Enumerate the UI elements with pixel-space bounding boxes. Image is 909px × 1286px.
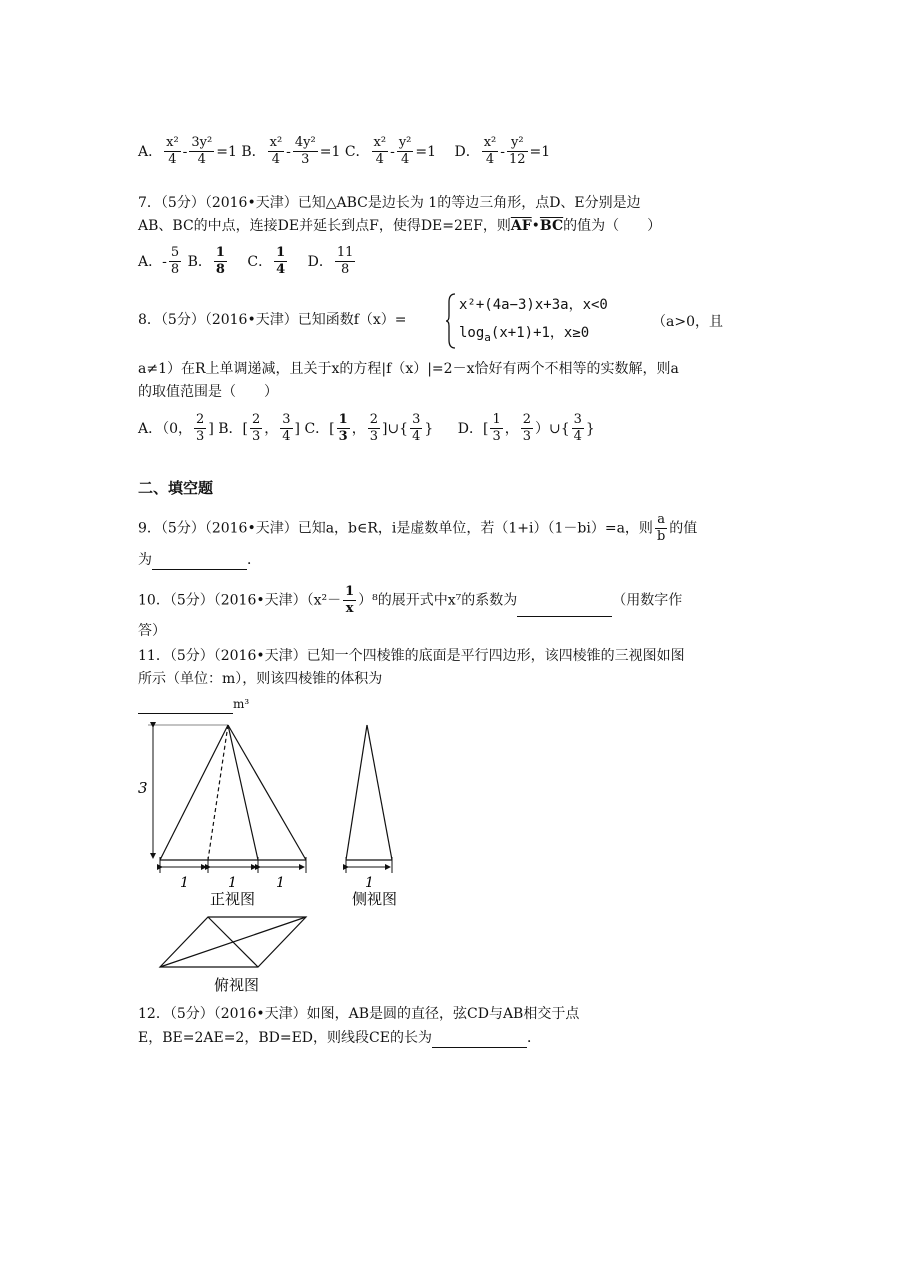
front-dim-3: 1 [276, 875, 285, 891]
q8-case1: x²+(4a−3)x+3a，x<0 [459, 297, 608, 313]
q6-option-a: A． $\frac{\text{x²}}{4}$ - $\frac{\text{3y²}}{4}$ =1 [138, 135, 237, 167]
three-view-figure [0, 705, 909, 1005]
q10-line2: 答） [138, 623, 166, 639]
height-dimension [148, 725, 228, 858]
top-view [160, 917, 306, 967]
q8-options [138, 412, 595, 445]
front-view-caption: 正视图 [210, 890, 256, 908]
q9-line2: 为 ． [138, 552, 261, 568]
q7-option-c: C． $\frac{1}{4}$ [247, 245, 286, 277]
q7-option-d: D． $\frac{11}{8}$ [307, 245, 354, 277]
q7-option-a: A．- $\frac{5}{8}$ [138, 245, 180, 277]
top-view-caption: 俯视图 [214, 976, 260, 994]
q8-option-c: C．[ $\frac{1}{3}$ ， $\frac{2}{3}$ ]∪{ $\frac{3}{4}$ } [304, 412, 434, 444]
q8-line1: 8．（5分）（2016•天津）已知函数f（x）= [138, 312, 407, 328]
front-dim-2: 1 [228, 875, 237, 891]
q7-option-b: B． $\frac{1}{8}$ [187, 245, 225, 277]
q6-option-c: C． $\frac{\text{x²}}{4}$ - $\frac{\text{y²}}{4}$ =1 [344, 135, 437, 167]
q8-line2: a≠1）在R上单调递减，且关于x的方程|f（x）|=2－x恰好有两个不相等的实数解，则a [138, 361, 679, 377]
q6-option-b: B． $\frac{\text{x²}}{4}$ - $\frac{\text{4y²}}{3}$ =1 [241, 135, 341, 167]
q7-line1: 7．（5分）（2016•天津）已知△ABC是边长为 1的等边三角形，点D、E分别是边 [138, 195, 641, 211]
q7-line2: AB、BC的中点，连接DE并延长到点F，使得DE=2EF，则$\overline{AF}•\overline{BC}$的值为（ ） [138, 218, 662, 234]
vector-af: $\overline{AF}$ [510, 218, 532, 234]
answer-blank[interactable] [517, 602, 612, 617]
q8-line3: 的取值范围是（ ） [138, 384, 278, 400]
q11-line3: m³ [138, 694, 249, 714]
q12-line1: 12．（5分）（2016•天津）如图，AB是圆的直径，弦CD与AB相交于点 [138, 1006, 580, 1022]
side-dim: 1 [365, 875, 374, 891]
q8-case2: $\log_a(x+1)+1$，x≥0 [459, 325, 590, 344]
side-view [346, 725, 392, 860]
q8-option-a: A．（0， $\frac{2}{3}$ ] [138, 412, 214, 444]
q8-option-b: B．[ $\frac{2}{3}$ ， $\frac{3}{4}$ ] [218, 412, 301, 444]
q8-option-d: D．[ $\frac{1}{3}$ ， $\frac{2}{3}$ ）∪{ $\frac{3}{4}$ } [457, 412, 595, 444]
brace-icon [445, 292, 457, 350]
q8-line1-tail: （a>0，且 [652, 314, 723, 330]
section-title: 二、填空题 [138, 479, 214, 497]
vector-bc: $\overline{BC}$ [539, 218, 564, 234]
q11-line2: 所示（单位：m），则该四棱锥的体积为 [138, 671, 383, 687]
q12-line2: E，BE=2AE=2，BD=ED，则线段CE的长为 ． [138, 1030, 541, 1046]
q9-line1: 9．（5分）（2016•天津）已知a，b∈R，i是虚数单位，若（1+i）（1－bi）=a，则 $\frac{a}{b}$ 的值 [138, 512, 698, 544]
q11-line1: 11．（5分）（2016•天津）已知一个四棱锥的底面是平行四边形，该四棱锥的三视图如图 [138, 648, 685, 664]
answer-blank[interactable] [432, 1033, 527, 1048]
q10-line1: 10．（5分）（2016•天津）（x²－ $\frac{1}{x}$ ）⁸的展开式中x⁷的系数为 （用数字作 [138, 584, 683, 616]
q7-options [138, 245, 357, 278]
q6-options [138, 135, 550, 168]
q6-option-d: D． $\frac{\text{x²}}{4}$ - $\frac{\text{y²}}{12}$ =1 [454, 135, 551, 167]
answer-blank[interactable] [152, 555, 247, 570]
side-view-caption: 侧视图 [352, 890, 398, 908]
front-dim-1: 1 [180, 875, 189, 891]
height-label: 3 [138, 779, 148, 797]
front-view [160, 725, 306, 860]
